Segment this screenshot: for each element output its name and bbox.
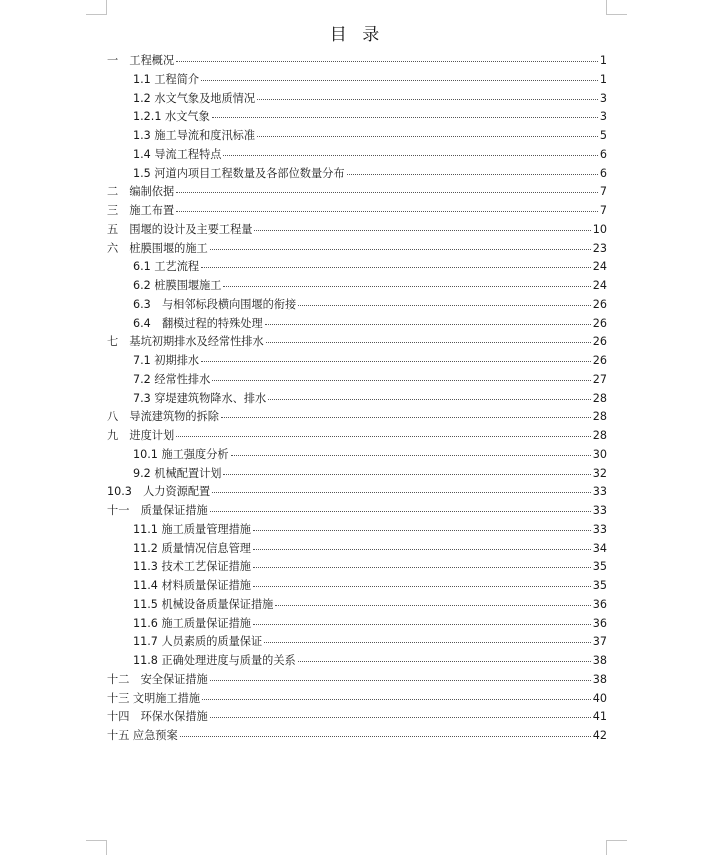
toc-entry-label: 十四 环保水保措施 (107, 710, 208, 724)
toc-dot-leader (254, 230, 590, 231)
toc-entry[interactable] (107, 558, 607, 577)
toc-entry-label: 十五 应急预案 (107, 729, 178, 742)
toc-dot-leader (176, 192, 598, 193)
toc-dot-leader (257, 99, 598, 100)
toc-entry[interactable] (107, 633, 607, 652)
toc-entry[interactable] (107, 146, 607, 165)
toc-entry[interactable] (107, 371, 607, 390)
toc-entry[interactable] (107, 296, 607, 315)
toc-entry-page-number: 26 (592, 316, 607, 330)
toc-entry[interactable] (107, 577, 607, 596)
toc-entry-label: 11.8 正确处理进度与质量的关系 (133, 654, 296, 667)
toc-entry[interactable] (107, 408, 607, 427)
toc-entry[interactable] (107, 727, 607, 746)
toc-entry-label: 七 基坑初期排水及经常性排水 (107, 335, 264, 349)
toc-entry-label: 1.4 导流工程特点 (133, 147, 222, 161)
toc-entry[interactable] (107, 258, 607, 277)
crop-mark-bottom-right (606, 840, 627, 855)
toc-entry-page-number: 34 (592, 541, 607, 555)
toc-entry[interactable] (107, 596, 607, 615)
toc-entry[interactable] (107, 315, 607, 334)
toc-entry[interactable] (107, 615, 607, 634)
toc-entry-page-number: 1 (599, 72, 607, 86)
toc-dot-leader (253, 624, 591, 625)
toc-entry-label: 11.7 人员素质的质量保证 (133, 635, 263, 649)
toc-entry[interactable] (107, 90, 607, 109)
toc-entry-page-number: 35 (592, 560, 607, 574)
toc-entry-page-number: 30 (592, 447, 607, 461)
toc-dot-leader (268, 399, 591, 400)
toc-dot-leader (176, 61, 598, 62)
toc-dot-leader (298, 305, 591, 306)
crop-mark-bottom-left (86, 840, 107, 855)
toc-entry-label: 7.2 经常性排水 (133, 372, 211, 386)
toc-entry-page-number: 3 (599, 91, 607, 105)
toc-entry[interactable] (107, 277, 607, 296)
toc-entry-label: 三 施工布置 (107, 204, 175, 217)
toc-entry-label: 6.2 桩膜围堰施工 (133, 279, 222, 292)
toc-dot-leader (212, 117, 598, 118)
toc-entry[interactable] (107, 221, 607, 240)
toc-entry-label: 11.3 技术工艺保证措施 (133, 560, 251, 574)
toc-entry[interactable] (107, 708, 607, 727)
toc-entry-label: 二 编制依据 (107, 185, 175, 199)
toc-entry-label: 1.2.1 水文气象 (133, 110, 210, 124)
toc-entry-page-number: 5 (599, 129, 607, 142)
toc-entry-page-number: 3 (599, 110, 607, 124)
toc-entry[interactable] (107, 652, 607, 671)
toc-entry-page-number: 7 (599, 185, 607, 199)
toc-dot-leader (264, 642, 591, 643)
toc-entry-page-number: 23 (592, 241, 607, 255)
toc-entry[interactable] (107, 183, 607, 202)
toc-entry-page-number: 24 (592, 260, 607, 274)
toc-entry-label: 11.2 质量情况信息管理 (133, 541, 251, 555)
toc-entry[interactable] (107, 71, 607, 90)
toc-entry-label: 10.1 施工强度分析 (133, 447, 229, 461)
toc-entry[interactable] (107, 165, 607, 184)
toc-dot-leader (201, 80, 598, 81)
toc-entry[interactable] (107, 502, 607, 521)
toc-entry[interactable] (107, 390, 607, 409)
toc-entry-page-number: 26 (592, 335, 607, 349)
toc-entry-label: 9.2 机械配置计划 (133, 466, 222, 480)
toc-entry[interactable] (107, 352, 607, 371)
toc-dot-leader (275, 605, 590, 606)
toc-entry-label: 八 导流建筑物的拆除 (107, 410, 219, 424)
toc-dot-leader (201, 361, 591, 362)
toc-dot-leader (231, 455, 591, 456)
toc-entry-label: 6.3 与相邻标段横向围堰的衔接 (133, 297, 297, 311)
toc-entry-page-number: 40 (592, 691, 607, 705)
toc-entry-label: 11.6 施工质量保证措施 (133, 616, 251, 630)
toc-entry-page-number: 32 (592, 466, 607, 480)
toc-entry-page-number: 42 (592, 729, 607, 742)
toc-title: 目 录 (329, 25, 385, 45)
toc-dot-leader (210, 249, 591, 250)
toc-entry[interactable] (107, 690, 607, 709)
toc-entry-label: 一 工程概况 (107, 54, 175, 67)
toc-dot-leader (210, 680, 591, 681)
toc-entry-page-number: 6 (599, 147, 607, 161)
toc-dot-leader (201, 267, 591, 268)
toc-entry[interactable] (107, 427, 607, 446)
toc-dot-leader (212, 492, 591, 493)
toc-dot-leader (176, 211, 598, 212)
toc-entry-label: 7.3 穿堤建筑物降水、排水 (133, 391, 267, 405)
toc-entry-label: 11.5 机械设备质量保证措施 (133, 597, 274, 611)
toc-entry[interactable] (107, 127, 607, 146)
toc-entry-page-number: 28 (592, 410, 607, 424)
toc-entry-label: 十三 文明施工措施 (107, 691, 201, 705)
toc-entry[interactable] (107, 521, 607, 540)
toc-entry-page-number: 26 (592, 297, 607, 311)
toc-entry-page-number: 33 (592, 504, 607, 517)
toc-entry-page-number: 38 (592, 654, 607, 667)
toc-entry-page-number: 37 (592, 635, 607, 649)
toc-dot-leader (210, 511, 591, 512)
toc-entry[interactable] (107, 52, 607, 71)
toc-entry-page-number: 10 (592, 222, 607, 236)
toc-dot-leader (176, 436, 591, 437)
toc-entry[interactable] (107, 446, 607, 465)
toc-dot-leader (253, 586, 591, 587)
toc-dot-leader (223, 474, 590, 475)
toc-entry-page-number: 1 (599, 54, 607, 67)
toc-entry-label: 十一 质量保证措施 (107, 504, 208, 517)
toc-entry[interactable] (107, 671, 607, 690)
toc-entry-label: 1.2 水文气象及地质情况 (133, 91, 256, 105)
toc-dot-leader (202, 699, 591, 700)
toc-dot-leader (257, 136, 598, 137)
toc-entry-page-number: 33 (592, 485, 607, 499)
toc-dot-leader (180, 736, 591, 737)
toc-entry-page-number: 7 (599, 204, 607, 217)
toc-entry-page-number: 35 (592, 579, 607, 592)
toc-dot-leader (253, 549, 591, 550)
toc-entry-page-number: 33 (592, 522, 607, 536)
toc-entry-label: 6.1 工艺流程 (133, 260, 200, 274)
toc-entry[interactable] (107, 202, 607, 221)
toc-entry-page-number: 38 (592, 672, 607, 686)
toc-entry-label: 六 桩膜围堰的施工 (107, 241, 208, 255)
toc-dot-leader (347, 174, 598, 175)
toc-entry[interactable] (107, 465, 607, 484)
toc-entry-label: 1.1 工程简介 (133, 72, 200, 86)
toc-entry-label: 五 围堰的设计及主要工程量 (107, 222, 253, 236)
toc-dot-leader (210, 717, 591, 718)
toc-entry-page-number: 28 (592, 429, 607, 442)
table-of-contents (107, 52, 607, 746)
toc-dot-leader (223, 286, 590, 287)
toc-entry-page-number: 28 (592, 391, 607, 405)
toc-entry[interactable] (107, 540, 607, 559)
toc-entry-label: 1.5 河道内项目工程数量及各部位数量分布 (133, 166, 345, 180)
crop-mark-top-left (86, 0, 107, 15)
toc-entry[interactable] (107, 108, 607, 127)
toc-entry-page-number: 6 (599, 166, 607, 180)
toc-entry[interactable] (107, 333, 607, 352)
toc-entry[interactable] (107, 483, 607, 502)
toc-dot-leader (298, 661, 591, 662)
toc-entry-label: 11.1 施工质量管理措施 (133, 522, 251, 536)
toc-dot-leader (253, 567, 591, 568)
toc-entry-page-number: 41 (592, 710, 607, 724)
toc-dot-leader (223, 155, 597, 156)
toc-entry[interactable] (107, 240, 607, 259)
toc-entry-page-number: 26 (592, 354, 607, 367)
toc-entry-label: 7.1 初期排水 (133, 354, 200, 367)
crop-mark-top-right (606, 0, 627, 15)
toc-entry-label: 10.3 人力资源配置 (107, 485, 211, 499)
toc-entry-label: 十二 安全保证措施 (107, 672, 208, 686)
toc-entry-label: 6.4 翻模过程的特殊处理 (133, 316, 263, 330)
toc-dot-leader (253, 530, 591, 531)
toc-entry-page-number: 27 (592, 372, 607, 386)
toc-entry-label: 九 进度计划 (107, 429, 175, 442)
toc-dot-leader (265, 324, 591, 325)
toc-entry-page-number: 24 (592, 279, 607, 292)
toc-dot-leader (221, 417, 591, 418)
toc-entry-page-number: 36 (592, 597, 607, 611)
toc-entry-label: 11.4 材料质量保证措施 (133, 579, 251, 592)
toc-dot-leader (266, 342, 591, 343)
toc-entry-page-number: 36 (592, 616, 607, 630)
toc-entry-label: 1.3 施工导流和度汛标准 (133, 129, 256, 142)
toc-dot-leader (212, 380, 590, 381)
